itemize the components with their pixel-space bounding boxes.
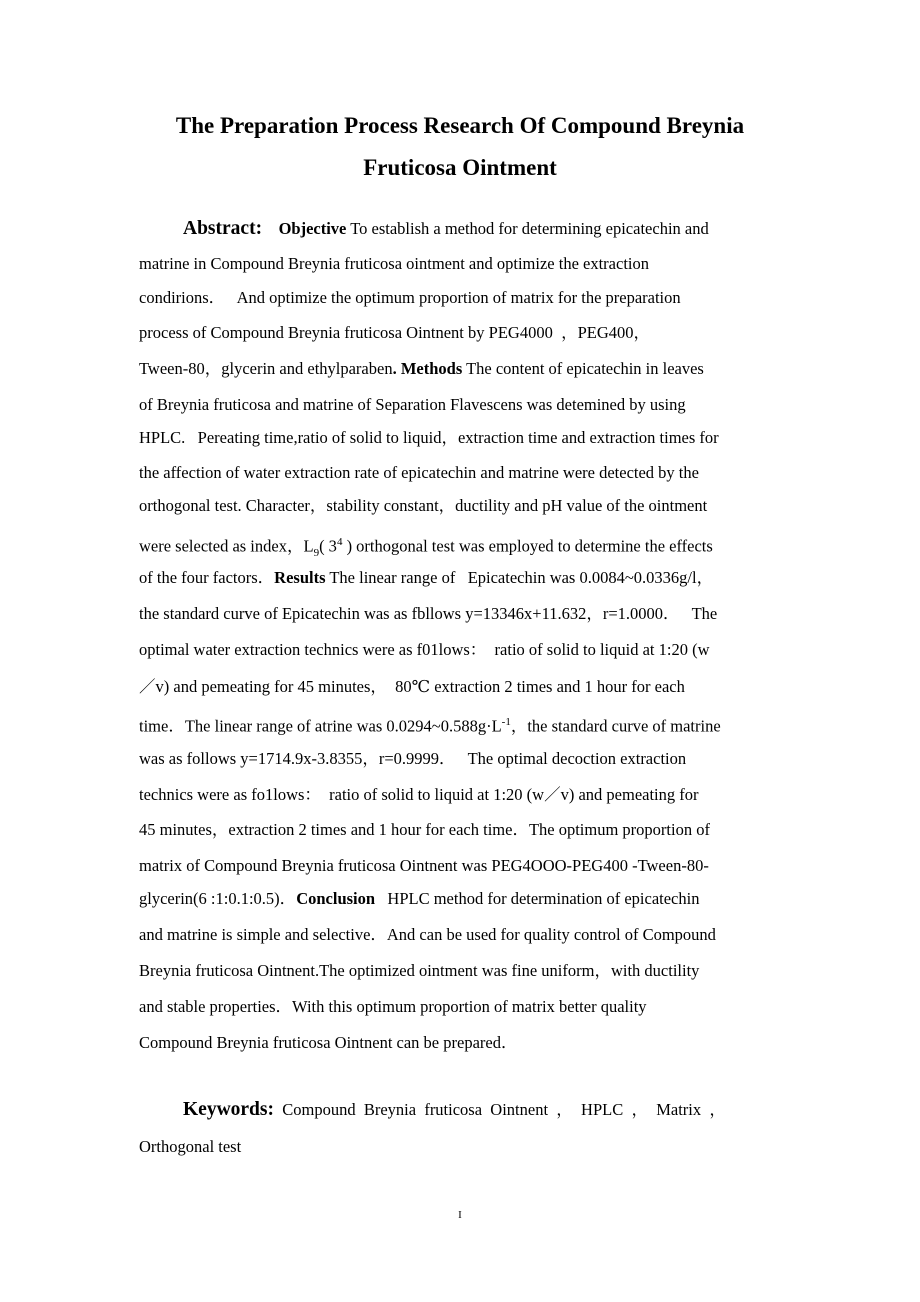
- paper-title-line-2: Fruticosa Ointment: [363, 155, 557, 180]
- keywords-list-continued: Orthogonal test: [139, 1137, 242, 1156]
- keywords-line: [183, 1099, 799, 1121]
- keywords-line: [139, 1136, 799, 1158]
- results-label: Results: [274, 568, 326, 587]
- abstract-text: Breynia fruticosa Ointnent.The optimized ointment was fine uniform，with ductility: [139, 961, 700, 980]
- abstract-line: [139, 427, 799, 449]
- abstract-line: [139, 784, 799, 806]
- abstract-text: HPLC method for determination of epicatechin: [375, 889, 700, 908]
- abstract-line: [139, 358, 799, 380]
- abstract-line: [139, 924, 799, 946]
- abstract-line: [139, 676, 799, 698]
- conclusion-label: Conclusion: [296, 889, 376, 908]
- abstract-line: [139, 322, 799, 344]
- abstract-text: HPLC. Pereating time,ratio of solid to liquid，extraction time and extraction times for: [139, 428, 719, 447]
- abstract-line: [139, 639, 799, 661]
- abstract-text: the standard curve of Epicatechin was as fbllows y=13346x+11.632，r=1.0000． The: [139, 604, 718, 623]
- abstract-text: and stable properties．With this optimum proportion of matrix better quality: [139, 997, 647, 1016]
- abstract-text: ( 3: [319, 536, 337, 556]
- abstract-line: [139, 855, 799, 877]
- abstract-line: [139, 819, 799, 841]
- abstract-text: of the four factors．: [139, 568, 275, 587]
- abstract-line: [139, 603, 799, 625]
- abstract-text: were selected as index，L: [139, 536, 314, 556]
- abstract-text: glycerin(6 :1:0.1:0.5)．: [139, 889, 297, 908]
- abstract-text: optimal water extraction technics were as f01lows： ratio of solid to liquid at 1:20 (w: [139, 640, 710, 659]
- abstract-line: [139, 462, 799, 484]
- abstract-text: Tween-80，glycerin and ethylparaben: [139, 359, 393, 378]
- abstract-text: matrine in Compound Breynia fruticosa ointment and optimize the extraction: [139, 254, 649, 273]
- abstract-line: [139, 495, 799, 517]
- superscript-minus-1: -1: [501, 716, 511, 728]
- keywords-list: Compound Breynia fruticosa Ointnent ， HPLC ， Matrix ，: [282, 1100, 726, 1119]
- abstract-text: 45 minutes，extraction 2 times and 1 hour for each time．The optimum proportion of: [139, 820, 710, 839]
- abstract-line: [139, 531, 799, 564]
- objective-label: Objective: [278, 219, 347, 238]
- abstract-text: of Breynia fruticosa and matrine of Separation Flavescens was detemined by using: [139, 395, 686, 414]
- paper-title-line-1: The Preparation Process Research Of Compound Breynia: [175, 113, 745, 138]
- abstract-line: [139, 1032, 799, 1054]
- abstract-line: [139, 711, 799, 738]
- abstract-text: process of Compound Breynia fruticosa Ointnent by PEG4000 ，PEG400，: [139, 323, 650, 342]
- abstract-text: ／v) and pemeating for 45 minutes， 80℃ extraction 2 times and 1 hour for each: [139, 677, 685, 696]
- abstract-text: and matrine is simple and selective．And can be used for quality control of Compound: [139, 925, 716, 944]
- abstract-line: [139, 287, 799, 309]
- abstract-text: To establish a method for determining epicatechin and: [346, 219, 709, 238]
- abstract-text: was as follows y=1714.9x-3.8355，r=0.9999． The optimal decoction extraction: [139, 749, 687, 768]
- abstract-text: ) orthogonal test was employed to determine the effects: [342, 536, 713, 556]
- abstract-text: ，the standard curve of matrine: [510, 716, 721, 736]
- abstract-line: [139, 748, 799, 770]
- abstract-line: [139, 960, 799, 982]
- subscript-9: 9: [313, 546, 320, 559]
- methods-label: . Methods: [392, 359, 463, 378]
- abstract-line: [139, 888, 799, 910]
- abstract-text: orthogonal test. Character，stability constant，ductility and pH value of the ointment: [139, 496, 708, 515]
- abstract-text: condirions． And optimize the optimum proportion of matrix for the preparation: [139, 288, 681, 307]
- abstract-line: [139, 996, 799, 1018]
- abstract-text: the affection of water extraction rate of epicatechin and matrine were detected by the: [139, 463, 699, 482]
- abstract-line: [139, 567, 799, 589]
- abstract-line: [139, 253, 799, 275]
- abstract-text: Compound Breynia fruticosa Ointnent can be prepared．: [139, 1033, 518, 1052]
- abstract-text: The linear range of Epicatechin was 0.0084~0.0336g/l，: [325, 568, 714, 587]
- abstract-text: The content of epicatechin in leaves: [462, 359, 704, 378]
- abstract-text: technics were as fo1lows： ratio of solid to liquid at 1:20 (w／v) and pemeating for: [139, 785, 699, 804]
- abstract-heading: Abstract:: [183, 218, 263, 239]
- abstract-text: time．The linear range of atrine was 0.0294~0.588g·L: [139, 716, 502, 736]
- abstract-text: matrix of Compound Breynia fruticosa Ointnent was PEG4OOO-PEG400 -Tween-80-: [139, 856, 709, 875]
- abstract-line: [183, 218, 799, 240]
- page-number: I: [458, 1209, 462, 1221]
- superscript-4: 4: [336, 536, 343, 548]
- keywords-heading: Keywords:: [183, 1099, 274, 1120]
- abstract-line: [139, 394, 799, 416]
